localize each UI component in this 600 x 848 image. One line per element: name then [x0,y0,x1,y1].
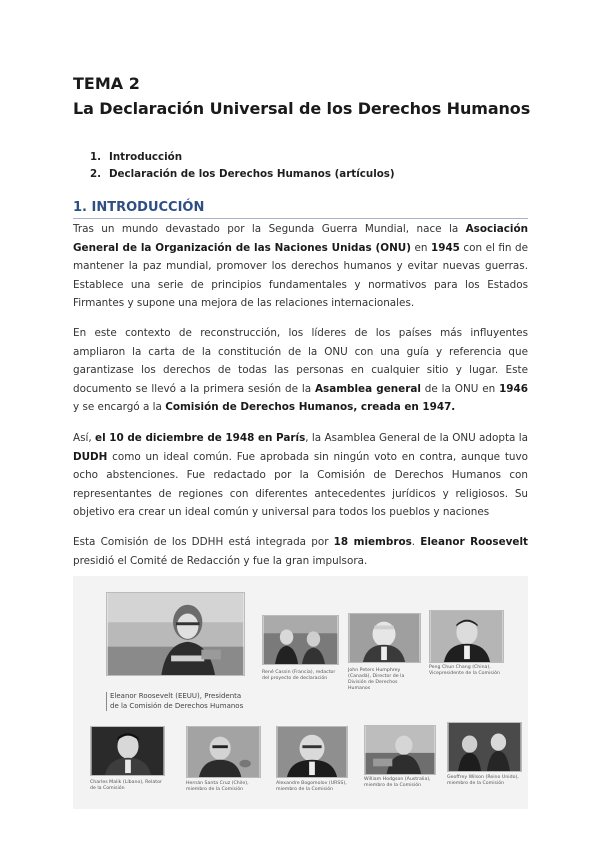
toc-label: Declaración de los Derechos Humanos (artículos) [109,168,395,180]
paragraph-onu-origin: Tras un mundo devastado por la Segunda Guerra Mundial, nace la Asociación General de la Organización de las Naciones Unidas (ONU) en 1945 con el fin de mantener la paz mundial, promover los derechos humanos y evitar nuevas guerras. Establece una serie de principios fundamentales y normativos para los Estados Firmantes y supone una mejora de las relaciones internacionales. [73,223,528,309]
paragraph-reconstruction: En este contexto de reconstrucción, los líderes de los países más influyentes ampliaron la carta de la constitución de la ONU con una guía y referencia que garantizase los derechos de todas las personas en cualquier sitio y lugar. Este documento se llevó a la primera sesión de la Asamblea general de la ONU en 1946 y se encargó a la Comisión de Derechos Humanos, creada en 1947. [73,327,528,413]
toc-item-articles[interactable] [90,166,395,183]
toc-item-introduction[interactable] [90,149,395,166]
main-photo-caption: Eleanor Roosevelt (EEUU), Presidenta de la Comisión de Derechos Humanos [106,692,246,711]
caption-alexandre-bogomolov: Alexandre Bogomolov (URSS), miembro de la Comisión [276,781,347,792]
caption-john-humphrey: John Peters Humphrey (Canadá), Director de la División de Derechos Humanos [348,668,405,691]
photo-john-humphrey [348,613,421,663]
paragraph-adoption: Así, el 10 de diciembre de 1948 en París, la Asamblea General de la ONU adopta la DUDH como un ideal común. Fue aprobada sin ningún voto en contra, aunque tuvo ocho abstenciones. Fue redactado por la Comisión de Derechos Humanos con representantes de regiones con diferentes antecedentes jurídicos y religiosos. Su objetivo era crear un ideal común y universal para todos los pueblos y naciones [73,432,528,518]
caption-william-hodgson: William Hodgson (Australia), miembro de la Comisión [364,777,431,788]
toc-number: 1. [90,151,102,163]
caption-charles-malik: Charles Malik (Líbano), Relator de la Comisión [90,780,162,791]
paragraph-commission: Esta Comisión de los DDHH está integrada por 18 miembros. Eleanor Roosevelt presidió el Comité de Redacción y fue la gran impulsora. [73,536,529,567]
section-heading: 1. INTRODUCCIÓN [73,200,528,219]
photo-geoffrey-wilson [447,722,522,772]
photo-charles-malik [90,726,165,776]
photo-hernan-santa-cruz [186,726,261,778]
photo-william-hodgson [364,725,436,775]
photo-alexandre-bogomolov [276,726,348,778]
caption-geoffrey-wilson: Geoffrey Wilson (Reino Unido), miembro de la Comisión [447,775,519,786]
photo-peng-chun-chang [429,610,504,663]
table-of-contents [90,149,395,183]
photo-rene-cassin [262,615,339,665]
caption-rene-cassin: René Cassin (Francia), redactor del proyecto de declaración [262,670,336,681]
page-title: La Declaración Universal de los Derechos Humanos [73,99,531,118]
toc-number: 2. [90,168,102,180]
photo-gallery [73,576,528,809]
toc-label: Introducción [109,151,183,163]
page-topic: TEMA 2 [73,74,140,93]
caption-peng-chun-chang: Peng Chun Chang (China), Vicepresidente de la Comisión [429,665,500,676]
caption-hernan-santa-cruz: Hernán Santa Cruz (Chile), miembro de la Comisión [186,781,249,792]
photo-eleanor-roosevelt [106,592,245,676]
